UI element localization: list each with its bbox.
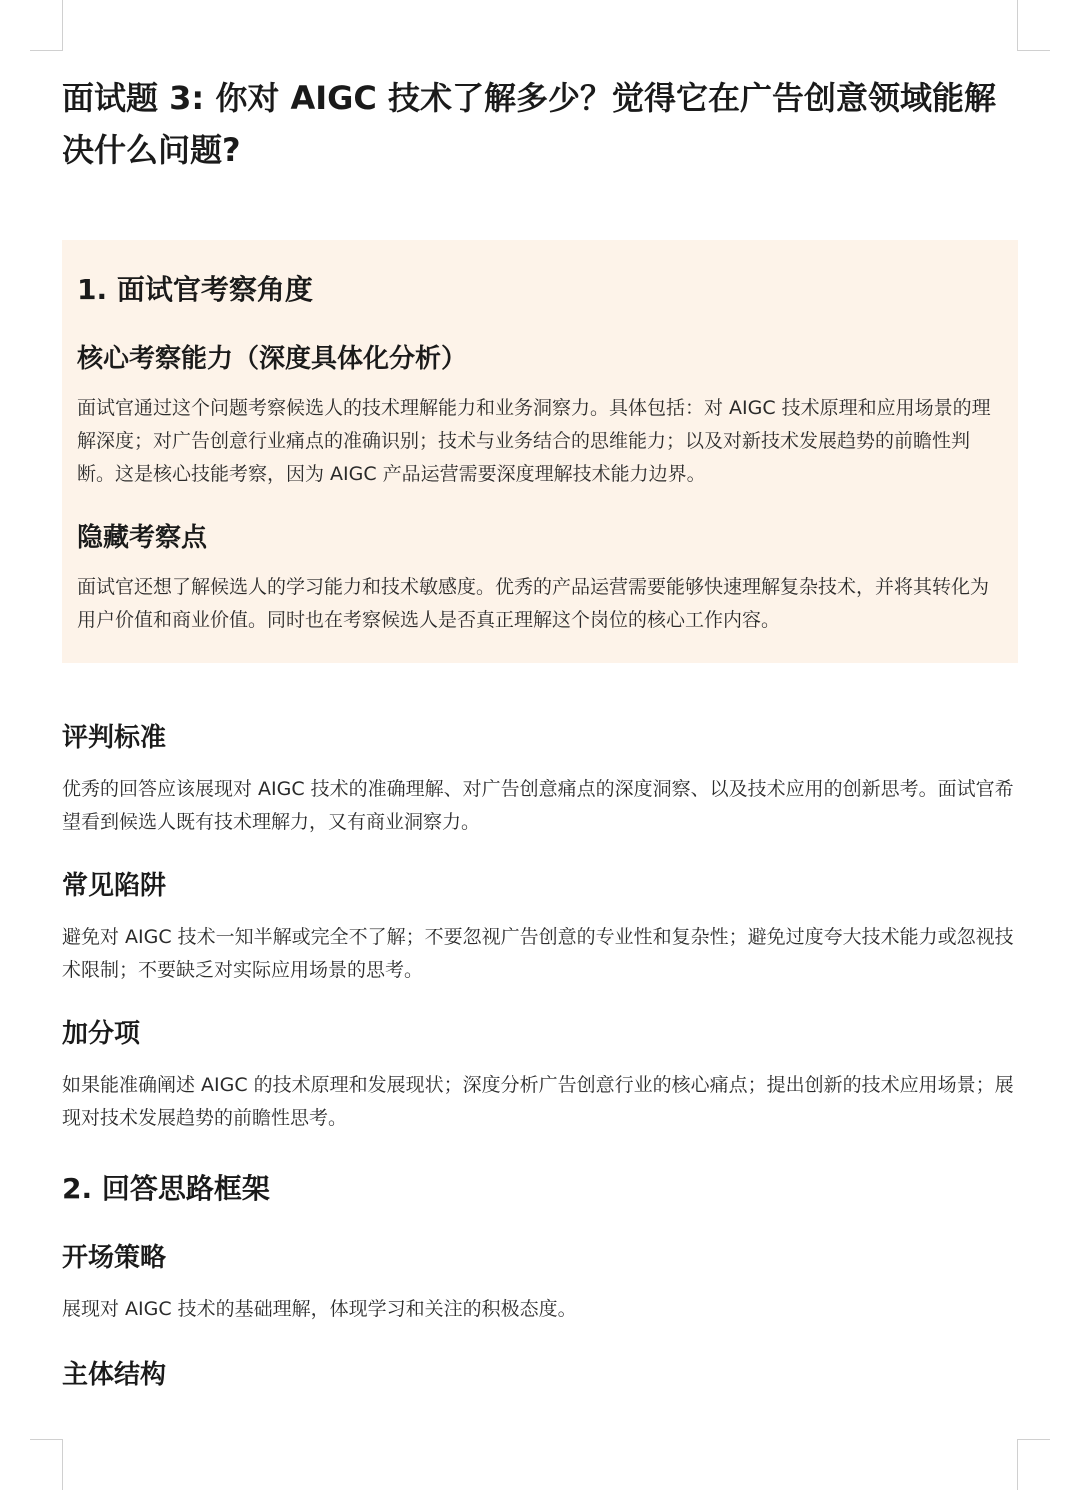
hidden-point-text: 面试官还想了解候选人的学习能力和技术敏感度。优秀的产品运营需要能够快速理解复杂技术，并将其转化为用户价值和商业价值。同时也在考察候选人是否真正理解这个岗位的核心工作内容。 [77, 576, 990, 631]
core-ability-heading: 核心考察能力（深度具体化分析） [77, 344, 468, 374]
opening-strategy-text: 展现对 AIGC 技术的基础理解，体现学习和关注的积极态度。 [62, 1298, 577, 1320]
crop-mark-top-right [1017, 0, 1050, 51]
crop-mark-bottom-right [1017, 1439, 1050, 1490]
bonus-text: 如果能准确阐述 AIGC 的技术原理和发展现状；深度分析广告创意行业的核心痛点；提出创新的技术应用场景；展现对技术发展趋势的前瞻性思考。 [62, 1074, 1014, 1129]
section1-heading: 1. 面试官考察角度 [77, 273, 313, 306]
hidden-point-heading: 隐藏考察点 [77, 523, 208, 553]
pitfalls-text: 避免对 AIGC 技术一知半解或完全不了解；不要忽视广告创意的专业性和复杂性；避免过度夸大技术能力或忽视技术限制；不要缺乏对实际应用场景的思考。 [62, 926, 1014, 981]
main-structure-heading: 主体结构 [62, 1360, 167, 1390]
core-ability-text: 面试官通过这个问题考察候选人的技术理解能力和业务洞察力。具体包括：对 AIGC 技术原理和应用场景的理解深度；对广告创意行业痛点的准确识别；技术与业务结合的思维能力；以及对新技术发展趋势的前瞻性判断。这是核心技能考察，因为 AIGC 产品运营需要深度理解技术能力边界。 [77, 397, 991, 485]
section2-heading: 2. 回答思路框架 [62, 1172, 270, 1205]
criteria-text: 优秀的回答应该展现对 AIGC 技术的准确理解、对广告创意痛点的深度洞察、以及技术应用的创新思考。面试官希望看到候选人既有技术理解力，又有商业洞察力。 [62, 778, 1014, 833]
page-title: 面试题 3: 你对 AIGC 技术了解多少？觉得它在广告创意领域能解决什么问题? [62, 79, 997, 169]
opening-strategy-heading: 开场策略 [62, 1243, 167, 1273]
interviewer-perspective-callout [62, 240, 1018, 663]
bonus-heading: 加分项 [62, 1019, 141, 1049]
crop-mark-bottom-left [30, 1439, 63, 1490]
document-body [62, 72, 1018, 1394]
crop-mark-top-left [30, 0, 63, 51]
pitfalls-heading: 常见陷阱 [62, 871, 167, 901]
criteria-heading: 评判标准 [62, 723, 167, 753]
